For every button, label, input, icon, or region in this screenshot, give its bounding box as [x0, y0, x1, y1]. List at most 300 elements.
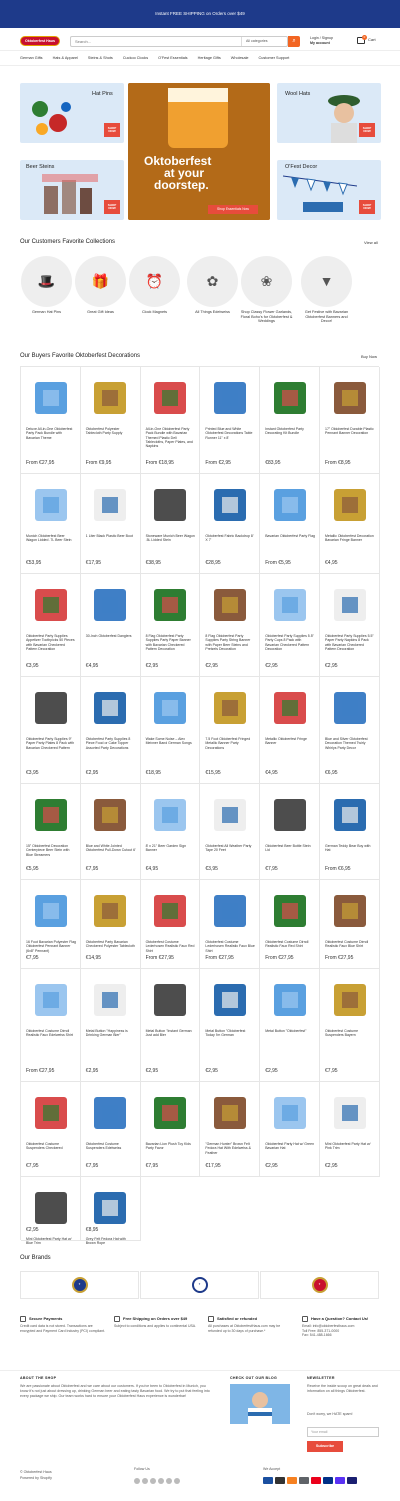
product-name[interactable]: Oktoberfest Costume Lederhosen Realistic Faux Red Shirt	[145, 940, 195, 953]
product-image[interactable]	[205, 683, 254, 733]
product-image[interactable]	[205, 886, 254, 936]
product-card[interactable]	[141, 969, 201, 1082]
product-image[interactable]	[86, 975, 135, 1025]
trust-text: Credit card data is not stored. Transactions are encrypted and Payment Card Industry (PCI) compliant.	[20, 1324, 106, 1333]
product-image[interactable]	[265, 480, 314, 530]
trust-secure-payments	[20, 1316, 105, 1333]
product-card[interactable]	[260, 969, 320, 1082]
product-image[interactable]	[26, 480, 75, 530]
product-name[interactable]: 8' x 21" Beer Garden Sign Banner	[145, 844, 187, 853]
check-icon	[208, 1316, 214, 1322]
banner-hat-pins[interactable]	[20, 83, 124, 143]
cart-count-badge: 0	[363, 34, 366, 39]
product-name[interactable]: Oktoberfest Costume Dirndl Realistic Faux Edelweiss Shirt	[26, 1029, 73, 1038]
product-name[interactable]: Oktoberfest Costume Lederhosen Realistic Faux Blue Shirt	[205, 940, 255, 953]
collection-item[interactable]	[128, 256, 181, 315]
product-price: €4,95	[85, 663, 99, 669]
collection-label: Get Festive with Bavarian Oktoberfest Banners and Decor!	[304, 310, 349, 324]
product-name[interactable]: Oktoberfest Party Supplies 8 Piece Food or Cake Topper Assorted Party Decorations	[85, 737, 131, 750]
collection-item[interactable]	[20, 256, 73, 315]
trust-refund	[208, 1316, 293, 1333]
product-name[interactable]: All-in-One Oktoberfest Party Pack Bundle with Bavarian Themed Plastic Deli Tablecloths, Paper Plates, and Napkins	[145, 427, 193, 449]
pinterest-icon[interactable]	[158, 1478, 164, 1484]
lock-icon	[20, 1316, 26, 1322]
product-card[interactable]	[260, 474, 320, 574]
product-card[interactable]	[81, 969, 141, 1082]
product-price: €2,95	[145, 663, 159, 669]
product-card[interactable]	[320, 880, 380, 969]
product-price: From €27,95	[26, 460, 55, 466]
product-card[interactable]	[141, 367, 201, 474]
product-image[interactable]	[265, 886, 314, 936]
product-price: €2,95	[145, 1068, 159, 1074]
hat-pins-image	[26, 97, 76, 139]
product-image[interactable]	[325, 790, 374, 840]
store-logo[interactable]	[20, 36, 60, 46]
product-name[interactable]: Stoneware Munich Beer Wagon .5L Lidded Stein	[145, 534, 195, 543]
product-card[interactable]	[21, 574, 81, 677]
subscribe-button[interactable]: Subscribe	[307, 1441, 343, 1452]
hero-headline	[144, 155, 211, 191]
shop-pay-icon	[335, 1477, 345, 1484]
brand-seal-icon: ✦	[192, 1277, 208, 1293]
product-image[interactable]	[325, 373, 374, 423]
paypal-icon	[323, 1477, 333, 1484]
product-price: From €5,95	[265, 560, 291, 566]
cart-icon	[357, 34, 366, 44]
product-name[interactable]: Oktoberfest Party Supplies 5.5" Party Cups 8 Pack with Bavarian Checkered Pattern Decoration	[265, 634, 314, 651]
banner-title: Hat Pins	[92, 91, 113, 97]
product-card[interactable]	[81, 1177, 141, 1246]
product-name[interactable]: Mini Oktoberfest Party Hat w/ Pink Trim	[325, 1142, 371, 1151]
product-card[interactable]	[141, 677, 201, 784]
collection-item[interactable]	[186, 256, 239, 315]
product-price: €7,95	[85, 866, 99, 872]
product-card[interactable]	[81, 677, 141, 784]
product-price: €7,95	[26, 955, 39, 961]
powered-by[interactable]: Powered by Shopify	[20, 1476, 52, 1480]
product-image[interactable]	[265, 683, 314, 733]
product-name[interactable]: Oktoberfest All Weather Party Tape 20 Feet	[205, 844, 252, 853]
product-card[interactable]	[21, 1082, 81, 1177]
product-name[interactable]: Oktoberfest Costume Dirndl Realistic Faux Red Shirt	[265, 940, 309, 949]
product-price: €5,95	[26, 866, 39, 872]
product-price: €4,95	[325, 560, 338, 566]
brand-logo-3[interactable]	[260, 1271, 379, 1299]
banner-hero[interactable]	[128, 83, 270, 220]
view-all-link[interactable]: View all	[364, 240, 378, 245]
product-image[interactable]	[146, 790, 195, 840]
product-image[interactable]	[205, 580, 254, 630]
product-card[interactable]	[81, 1082, 141, 1177]
product-card[interactable]	[200, 969, 260, 1082]
product-card[interactable]	[81, 474, 141, 574]
shop-now-button[interactable]: SHOP NOW	[104, 200, 120, 214]
product-price: €14,95	[85, 955, 102, 961]
product-name[interactable]: "German Hunter" Brown Felt Fedora Hat With Edelweiss & Feather	[205, 1142, 251, 1155]
product-name[interactable]: Mini Oktoberfest Party Hat w/ Blue Trim	[26, 1237, 72, 1246]
product-card[interactable]	[141, 474, 201, 574]
product-image[interactable]	[26, 886, 75, 936]
product-image[interactable]	[325, 1088, 374, 1138]
product-name[interactable]: Deluxe All-in-One Oktoberfest Party Pack Bundle with Bavarian Theme	[26, 427, 73, 440]
buy-now-link[interactable]: Buy Now	[361, 354, 378, 359]
product-image[interactable]	[26, 790, 75, 840]
banner-title: Beer Steins	[26, 164, 55, 170]
product-card[interactable]	[260, 367, 320, 474]
trust-title: Free Shipping on Orders over $49	[123, 1315, 188, 1321]
product-name[interactable]: Oktoberfest Costume Suspenders Edelweiss	[85, 1142, 122, 1151]
search-button[interactable]	[288, 36, 300, 47]
collection-item[interactable]	[74, 256, 127, 315]
visa-icon	[347, 1477, 357, 1484]
product-image[interactable]	[205, 373, 254, 423]
product-price: From €8,95	[325, 460, 351, 466]
brand-logo-1[interactable]	[20, 1271, 139, 1299]
product-card[interactable]	[21, 784, 81, 880]
product-card[interactable]	[21, 1177, 81, 1246]
product-name[interactable]: 16 Foot Bavarian Polyester Flag Oktoberfest Pennant Banner (6x8" Pennant)	[26, 940, 76, 953]
search-bar	[70, 36, 288, 47]
product-price: €4,95	[145, 866, 159, 872]
account-link[interactable]	[310, 36, 333, 46]
nav-item[interactable]: Steins & Shots	[87, 55, 113, 60]
youtube-icon[interactable]	[166, 1478, 172, 1484]
product-name[interactable]: 8 Flag Oktoberfest Party Supplies Party String Banner with Paper Beer Steins and Pretzels Decoration	[205, 634, 251, 651]
product-grid	[20, 366, 379, 1246]
product-card[interactable]	[200, 1082, 260, 1177]
product-card[interactable]	[260, 1082, 320, 1177]
product-card[interactable]	[81, 574, 141, 677]
follow-us-label: Follow Us	[134, 1467, 150, 1471]
product-card[interactable]	[320, 784, 380, 880]
newsletter-title: NEWSLETTER	[307, 1376, 335, 1380]
product-card[interactable]	[320, 474, 380, 574]
product-name[interactable]: Oktoberfest Party Supplies Appetizer Toothpicks 50 Pieces with Bavarian Checkered Pattern Decoration	[26, 634, 75, 651]
product-image[interactable]	[325, 975, 374, 1025]
product-card[interactable]	[260, 880, 320, 969]
product-name[interactable]: Metal Button "Oktoberfest"	[265, 1029, 307, 1033]
brand-logo-2[interactable]	[140, 1271, 259, 1299]
product-image[interactable]	[205, 790, 254, 840]
cart-button[interactable]	[357, 34, 376, 44]
product-image[interactable]	[146, 1088, 195, 1138]
product-price: €28,95	[205, 560, 221, 566]
product-card[interactable]	[21, 677, 81, 784]
product-card[interactable]	[81, 880, 141, 969]
product-image[interactable]	[265, 580, 314, 630]
nav-item[interactable]: Wholesale	[230, 55, 249, 60]
product-image[interactable]	[265, 1088, 314, 1138]
product-image[interactable]	[146, 373, 195, 423]
nav-item[interactable]: Heritage Gifts	[197, 55, 221, 60]
main-nav	[0, 50, 400, 66]
product-price: €7,95	[325, 1068, 338, 1074]
nav-item[interactable]: Cuckoo Clocks	[122, 55, 149, 60]
collection-image: ✿	[187, 256, 238, 307]
product-name[interactable]: Oktoberfest Costume Dirndl Realistic Faux Blue Shirt	[325, 940, 369, 949]
product-card[interactable]	[200, 474, 260, 574]
product-price: €8,95	[85, 1227, 99, 1233]
product-image[interactable]	[146, 975, 195, 1025]
product-image[interactable]	[146, 886, 195, 936]
product-name[interactable]: Metal Button "Oktoberfest Today I'm German	[205, 1029, 246, 1038]
collection-image: 🎁	[75, 256, 126, 307]
product-name[interactable]: 17" Oktoberfest Durable Plastic Pennant Banner Decoration	[325, 427, 374, 436]
product-card[interactable]	[141, 1082, 201, 1177]
category-select[interactable]	[241, 37, 281, 46]
product-image[interactable]	[86, 886, 135, 936]
product-image[interactable]	[146, 683, 195, 733]
search-input[interactable]	[71, 39, 241, 44]
facebook-icon[interactable]	[134, 1478, 140, 1484]
trust-title: Secure Payments	[29, 1315, 63, 1321]
product-name[interactable]: Oktoberfest Costume Suspenders Bayern	[325, 1029, 359, 1038]
product-name[interactable]: 30-Inch Oktoberfest Danglers	[85, 634, 132, 638]
collection-label: Great Gift Ideas	[87, 310, 114, 314]
product-card[interactable]	[21, 367, 81, 474]
product-card[interactable]	[81, 367, 141, 474]
product-name[interactable]: Munich Oktoberfest Beer Wagon Lidded .7L Beer Stein	[26, 534, 72, 543]
product-price: From €27,95	[205, 955, 234, 961]
copyright: © Oktoberfest Haus	[20, 1470, 52, 1474]
product-price: From €27,95	[325, 955, 354, 961]
product-card[interactable]	[320, 367, 380, 474]
about-title: ABOUT THE SHOP	[20, 1376, 57, 1380]
discover-icon	[287, 1477, 297, 1484]
product-image[interactable]	[325, 580, 374, 630]
product-image[interactable]	[325, 886, 374, 936]
product-image[interactable]	[86, 373, 135, 423]
product-image[interactable]	[265, 975, 314, 1025]
product-card[interactable]	[200, 880, 260, 969]
product-price: €2,95	[205, 1068, 218, 1074]
product-name[interactable]: Metallic Oktoberfest Decoration Bavarian Fringe Banner	[325, 534, 374, 543]
blog-title[interactable]: CHECK OUT OUR BLOG	[230, 1376, 278, 1380]
product-image[interactable]	[265, 373, 314, 423]
about-text: We are passionate about Oktoberfest and we care about our customers. If you've been to Oktoberfest in Munich, you know it's not just about dressing up, drinking German beer and eating tasty Bavarian food. We try to put that feeling into every package we ship. Our team works hard to ensure your Oktoberfest Haus experience is wunderbar!	[20, 1384, 210, 1398]
product-image[interactable]	[26, 1183, 75, 1233]
beer-glass-image	[128, 83, 270, 220]
product-price: From €27,95	[26, 1068, 55, 1074]
product-price: €7,95	[265, 866, 278, 872]
collection-label: All Things Edelweiss	[195, 310, 230, 314]
product-price: €2,95	[26, 1227, 39, 1233]
product-image[interactable]	[265, 790, 314, 840]
banner-ofest-decor[interactable]	[277, 160, 381, 220]
shop-essentials-button[interactable]: Shop Essentials Now	[208, 205, 258, 214]
product-price: €6,95	[325, 770, 338, 776]
product-image[interactable]	[205, 975, 254, 1025]
product-image[interactable]	[325, 683, 374, 733]
product-price: €3,95	[205, 866, 218, 872]
product-price: €83,95	[265, 460, 281, 466]
banner-title: Wool Hats	[285, 91, 311, 97]
newsletter-email-input[interactable]: Your email	[307, 1427, 379, 1437]
product-card[interactable]	[200, 574, 260, 677]
truck-icon	[114, 1316, 120, 1322]
twitter-icon[interactable]	[142, 1478, 148, 1484]
product-name[interactable]: Oktoberfest Beer Bottle Stein Lid	[265, 844, 311, 853]
product-name[interactable]: Oktoberfest Party Hat w/ Green Bavarian Hat	[265, 1142, 315, 1151]
product-card[interactable]	[141, 784, 201, 880]
product-price: €15,95	[205, 770, 221, 776]
product-image[interactable]	[146, 480, 195, 530]
product-image[interactable]	[86, 480, 135, 530]
product-card[interactable]	[81, 784, 141, 880]
product-price: €2,95	[265, 1068, 278, 1074]
contact-fax: Fax: 541-488-1666	[302, 1333, 332, 1337]
product-card[interactable]	[260, 784, 320, 880]
product-name[interactable]: Printed Blue and White Oktoberfest Decorations Table Runner 11" x 8'	[205, 427, 253, 440]
products-title: Our Buyers Favorite Oktoberfest Decorations	[20, 353, 141, 359]
product-image[interactable]	[86, 683, 135, 733]
amex-icon	[263, 1477, 273, 1484]
product-name[interactable]: Wake Some Noise – Alex Meixner Band German Songs	[145, 737, 192, 746]
product-card[interactable]	[21, 969, 81, 1082]
shop-now-button[interactable]: SHOP NOW	[359, 200, 375, 214]
product-card[interactable]	[200, 367, 260, 474]
product-name[interactable]: 8 Flag Oktoberfest Party Supplies Party Paper Banner with Bavarian Checkered Pattern Decoration	[145, 634, 191, 651]
product-price: €38,95	[145, 560, 161, 566]
product-price: €53,95	[26, 560, 42, 566]
product-name[interactable]: Oktoberfest Party Supplies 9" Paper Party Plates 8 Pack with Bavarian Checkered Pattern	[26, 737, 75, 750]
cart-label: Cart	[368, 37, 376, 43]
product-price: €7,95	[145, 1163, 159, 1169]
banner-beer-steins[interactable]	[20, 160, 124, 220]
contact-phone: Toll Free: 855-371-0000	[302, 1328, 340, 1333]
nav-item[interactable]: Hats & Apparel	[52, 55, 78, 60]
banner-wool-hats[interactable]	[277, 83, 381, 143]
product-name[interactable]: Oktoberfest Party Bavarian Checkered Polyester Tablecloth	[85, 940, 135, 949]
product-price: From €9,95	[85, 460, 112, 466]
product-name[interactable]: Bavarian Oktoberfest Party Flag	[265, 534, 315, 538]
product-name[interactable]: Oktoberfest Fabric Backdrop 8' X 7'	[205, 534, 254, 543]
product-card[interactable]	[320, 969, 380, 1082]
product-image[interactable]	[26, 1088, 75, 1138]
product-name[interactable]: Oktoberfest Polyester Tablecloth Party Supply	[85, 427, 123, 436]
product-card[interactable]	[21, 474, 81, 574]
nav-item[interactable]: German Gifts	[20, 55, 43, 60]
product-price: €2,95	[85, 1068, 99, 1074]
product-price: €7,95	[85, 1163, 99, 1169]
mastercard-icon	[311, 1477, 321, 1484]
product-price: From €18,95	[145, 460, 174, 466]
wool-hat-man-image	[327, 87, 361, 143]
free-shipping-bar	[0, 0, 400, 28]
we-accept-label: We Accept	[263, 1467, 281, 1471]
product-name[interactable]: Oktoberfest Party Supplies 5.5" Paper Party Napkins 8 Pack with Bavarian Checkered Pattern Decoration	[325, 634, 374, 651]
product-image[interactable]	[26, 683, 75, 733]
product-image[interactable]	[146, 580, 195, 630]
nav-item[interactable]: O'Fest Essentials	[158, 55, 188, 60]
product-name[interactable]: Blue and White Jointed Oktoberfest Pull-Down Cutout 6'	[85, 844, 136, 853]
product-name[interactable]: Bavarian Lion Plush Toy Kids Party Favor	[145, 1142, 191, 1151]
product-card[interactable]	[260, 574, 320, 677]
search-icon: ⌕	[292, 37, 296, 44]
product-card[interactable]	[260, 677, 320, 784]
product-name[interactable]: Metal Button "Happiness is Drinking German Bier"	[85, 1029, 128, 1038]
product-card[interactable]	[320, 677, 380, 784]
category-label: All categories	[246, 39, 268, 44]
product-card[interactable]	[200, 784, 260, 880]
product-image[interactable]	[26, 580, 75, 630]
product-name[interactable]: Blue and Silver Oktoberfest Decoration Themed Twirly Whirlys Party Decor	[325, 737, 368, 750]
product-name[interactable]: 15" Oktoberfest Decoration Centerpiece Beer Stein with Blue Streamers	[26, 844, 70, 857]
collection-item[interactable]	[300, 256, 353, 324]
banner-title: O'Fest Decor	[285, 164, 318, 170]
product-image[interactable]	[86, 1088, 135, 1138]
product-name[interactable]: Instant Oktoberfest Party Decorating Kit Bundle	[265, 427, 304, 436]
product-image[interactable]	[86, 1183, 135, 1233]
product-name[interactable]: Metallic Oktoberfest Fringe Banner	[265, 737, 308, 746]
product-image[interactable]	[205, 480, 254, 530]
brand-seal-icon: ✦	[312, 1277, 328, 1293]
blog-image[interactable]	[230, 1384, 290, 1424]
collection-image: ❀	[241, 256, 292, 307]
hero-line-3: doorstep.	[154, 178, 209, 192]
product-price: €3,95	[26, 663, 39, 669]
product-card[interactable]	[141, 574, 201, 677]
collection-label: German Hat Pins	[31, 310, 62, 314]
product-price: €2,95	[85, 770, 99, 776]
brands-title: Our Brands	[20, 1255, 51, 1261]
apple-pay-icon	[275, 1477, 285, 1484]
ofest-decor-image	[283, 172, 357, 218]
question-icon	[302, 1316, 308, 1322]
product-price: From €6,95	[325, 866, 351, 872]
product-price: €2,95	[265, 1163, 278, 1169]
product-card[interactable]	[21, 880, 81, 969]
logo-text: Oktoberfest Haus	[25, 38, 55, 43]
product-price: €2,95	[265, 663, 278, 669]
product-image[interactable]	[86, 790, 135, 840]
shop-now-button[interactable]: SHOP NOW	[359, 123, 375, 137]
my-account-label: My account	[310, 41, 330, 45]
product-image[interactable]	[205, 1088, 254, 1138]
product-price: €2,95	[205, 663, 218, 669]
newsletter-spam-note: Don't worry, we HATE spam!	[307, 1412, 353, 1416]
product-card[interactable]	[200, 677, 260, 784]
nav-item[interactable]: Customer Support	[258, 55, 290, 60]
product-name[interactable]: 1 Liter Black Plastic Beer Boot	[85, 534, 133, 538]
product-price: €7,95	[26, 1163, 39, 1169]
product-name[interactable]: Metal Button "Instant German Just add Bier	[145, 1029, 192, 1038]
instagram-icon[interactable]	[150, 1478, 156, 1484]
product-price: €17,95	[205, 1163, 221, 1169]
product-price: From €27,95	[145, 955, 174, 961]
beer-steins-image	[40, 174, 100, 220]
product-name[interactable]: German Teddy Bear Boy with Hat	[325, 844, 371, 853]
product-image[interactable]	[26, 373, 75, 423]
product-image[interactable]	[86, 580, 135, 630]
blog-rss-icon[interactable]	[174, 1478, 180, 1484]
collections-title: Our Customers Favorite Collections	[20, 239, 116, 245]
product-image[interactable]	[325, 480, 374, 530]
collection-item[interactable]	[240, 256, 293, 324]
shop-now-button[interactable]: SHOP NOW	[104, 123, 120, 137]
product-card[interactable]	[141, 880, 201, 969]
trust-text: All purchases at OktoberfestHaus.com may be refunded up to 30 days of purchase.*	[208, 1324, 281, 1333]
product-card[interactable]	[320, 1082, 380, 1177]
product-name[interactable]: Grey Felt Fedora Hat with Brown Rope	[85, 1237, 126, 1246]
product-card[interactable]	[320, 574, 380, 677]
product-image[interactable]	[26, 975, 75, 1025]
product-name[interactable]: 7.5 Foot Oktoberfest Fringed Metallic Banner Party Decorations	[205, 737, 251, 750]
contact-email[interactable]: Email: info@oktoberfesthaus.com	[302, 1324, 355, 1328]
product-name[interactable]: Oktoberfest Costume Suspenders Checkered	[26, 1142, 63, 1151]
product-price: €3,95	[26, 770, 39, 776]
